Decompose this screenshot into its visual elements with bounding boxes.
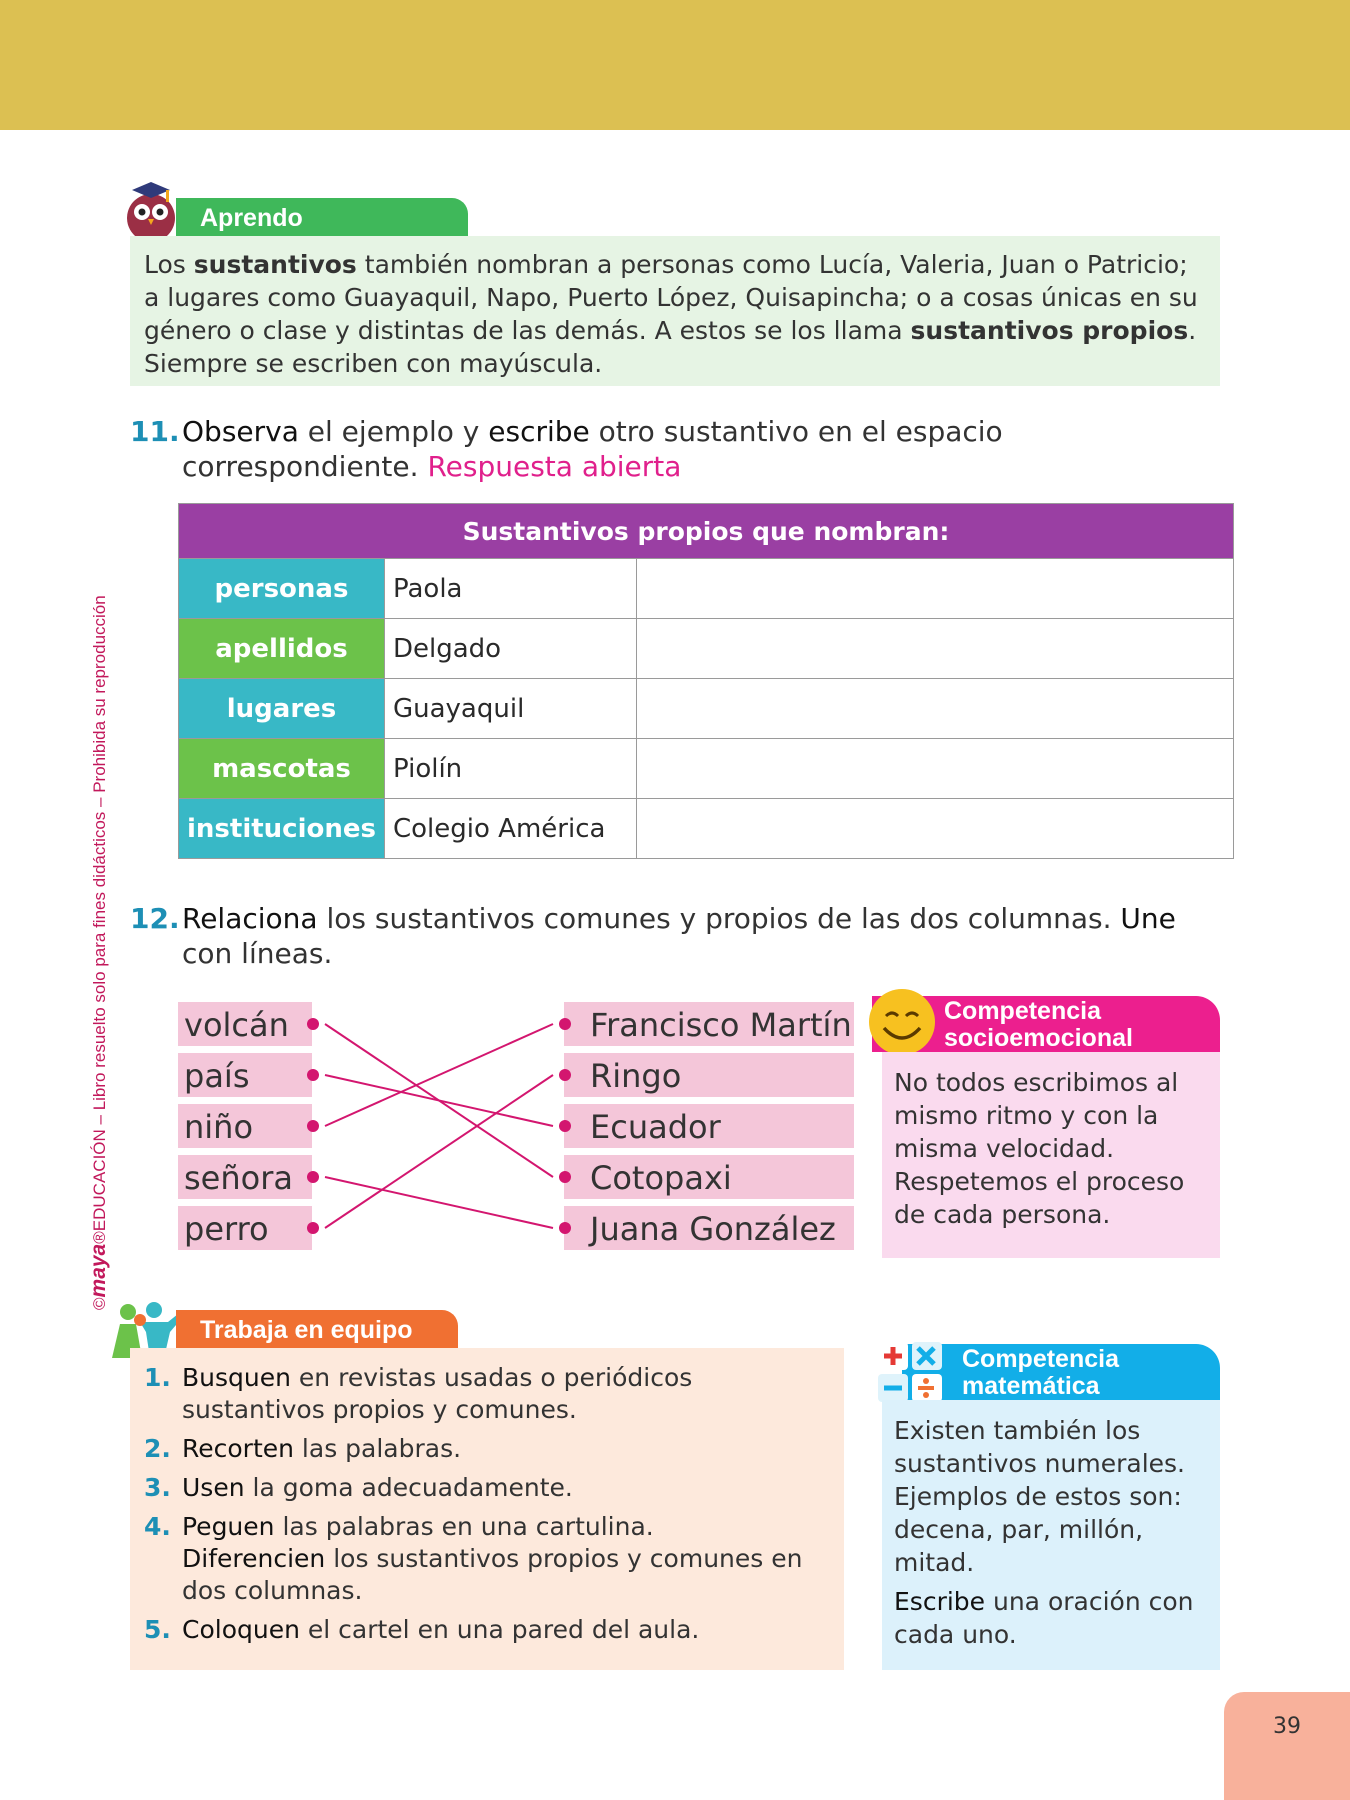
left-dot[interactable]: [307, 1222, 319, 1234]
list-item: 3. Usen la goma adecuadamente.: [144, 1473, 573, 1502]
left-dot[interactable]: [307, 1069, 319, 1081]
math-operators-icon: [876, 1340, 946, 1404]
match-line: [325, 1024, 553, 1126]
proper-noun: Ringo: [564, 1053, 854, 1097]
list-item: 2. Recorten las palabras.: [144, 1434, 462, 1463]
team-title: Trabaja en equipo: [176, 1310, 458, 1348]
common-noun: señora: [178, 1155, 312, 1199]
category-cell: personas: [179, 559, 385, 619]
list-item: 5. Coloquen el cartel en una pared del aula.: [144, 1615, 700, 1644]
aprendo-title: Aprendo: [176, 198, 468, 236]
common-noun: volcán: [178, 1002, 312, 1046]
right-dot[interactable]: [559, 1018, 571, 1030]
right-dot[interactable]: [559, 1222, 571, 1234]
category-cell: lugares: [179, 679, 385, 739]
match-line: [325, 1177, 553, 1228]
right-dot[interactable]: [559, 1069, 571, 1081]
category-cell: apellidos: [179, 619, 385, 679]
right-dot[interactable]: [559, 1120, 571, 1132]
answer-note: Respuesta abierta: [427, 450, 682, 483]
example-cell: Colegio América: [384, 799, 636, 859]
list-item: 1. Busquen en revistas usadas o periódicos sustantivos propios y comunes.: [144, 1363, 693, 1424]
question-12: 12. Relaciona los sustantivos comunes y propios de las dos columnas. Une con líneas.: [130, 902, 1176, 970]
left-dot[interactable]: [307, 1018, 319, 1030]
right-dot[interactable]: [559, 1171, 571, 1183]
page-number: 39: [1224, 1692, 1350, 1800]
side-credit: ©maya®EDUCACIÓN – Libro resuelto solo para fines didácticos – Prohibida su reproducción: [87, 595, 110, 1310]
example-cell: Guayaquil: [384, 679, 636, 739]
common-noun: niño: [178, 1104, 312, 1148]
proper-noun: Cotopaxi: [564, 1155, 854, 1199]
mate-text: Existen también los sustantivos numerales. Ejemplos de estos son: decena, par, millón, mitad.: [894, 1416, 1185, 1577]
proper-noun: Francisco Martín: [564, 1002, 854, 1046]
left-dot[interactable]: [307, 1171, 319, 1183]
match-line: [325, 1075, 553, 1228]
left-dot[interactable]: [307, 1120, 319, 1132]
proper-noun: Juana González: [564, 1206, 854, 1250]
example-cell: Delgado: [384, 619, 636, 679]
aprendo-box: Los sustantivos también nombran a personas como Lucía, Valeria, Juan o Patricio; a lugares como Guayaquil, Napo, Puerto López, Quisapincha; o a cosas únicas en su género o clase y distintas de las demás. A estos se los llama sustantivos propios. Siempre se escriben con mayúscula.: [130, 236, 1220, 386]
socio-box: No todos escribimos al mismo ritmo y con la misma velocidad. Respetemos el proceso de cada persona.: [882, 1052, 1220, 1258]
list-item: 4. Peguen las palabras en una cartulina. Diferencien los sustantivos propios y comunes en dos columnas.: [144, 1512, 803, 1605]
category-cell: instituciones: [179, 799, 385, 859]
common-noun: perro: [178, 1206, 312, 1250]
match-line: [325, 1075, 553, 1126]
mate-tab: [902, 1344, 1220, 1400]
example-cell: Piolín: [384, 739, 636, 799]
category-cell: mascotas: [179, 739, 385, 799]
question-11: 11. Observa el ejemplo y escribe otro sustantivo en el espacio correspondiente. Respuesta abierta: [130, 415, 1003, 483]
mate-box: [882, 1400, 1220, 1670]
smiley-face-icon: [866, 986, 938, 1058]
socio-title: Competencia socioemocional: [944, 997, 1133, 1052]
example-cell: Paola: [384, 559, 636, 619]
mate-title: Competencia matemática: [962, 1345, 1119, 1400]
table-header: Sustantivos propios que nombran:: [179, 504, 1234, 559]
proper-noun: Ecuador: [564, 1104, 854, 1148]
team-box: [130, 1348, 844, 1670]
common-noun: país: [178, 1053, 312, 1097]
mate-instruction: Escribe una oración con cada uno.: [894, 1587, 1194, 1649]
